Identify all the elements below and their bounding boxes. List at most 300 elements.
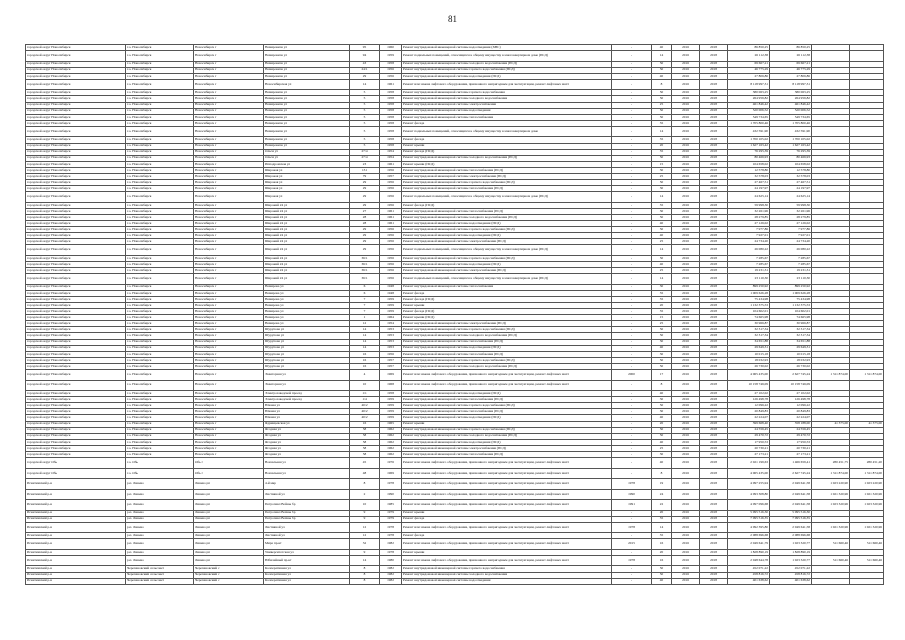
last-repair-cell: - — [612, 421, 652, 427]
municipality-cell: городской округ Новосибирск — [26, 345, 126, 351]
build-year-cell: 1979 — [380, 516, 402, 522]
settlement-cell: г.о. Новосибирск — [126, 208, 194, 214]
start-year-cell: 2016 — [672, 180, 700, 186]
municipality-cell: Искитимский р-н — [26, 539, 126, 550]
street-cell: Кооперативная ул — [264, 566, 350, 572]
fund-cost-cell: 2 049 641,58 — [770, 489, 812, 500]
start-year-cell: 2016 — [672, 79, 700, 90]
settlement-cell: г.о. Новосибирск — [126, 380, 194, 391]
municipality-cell: городской округ Новосибирск — [26, 186, 126, 192]
extra-cost-2-cell: 1 023 220,90 — [850, 479, 884, 490]
settlement-cell: г.о. Новосибирск — [126, 96, 194, 102]
last-repair-cell: - — [612, 274, 652, 285]
extra-cost-1-cell: 1 021 320,96 — [812, 489, 850, 500]
house-cell: 58 — [350, 439, 380, 445]
street-cell: Немировича ул — [264, 73, 350, 79]
street-cell: Немирова ул — [264, 296, 350, 302]
end-year-cell: 2018 — [700, 268, 728, 274]
table-row — [26, 51, 884, 62]
lifetime-cell: 50 — [652, 61, 672, 67]
locality-cell: Новосибирск г — [194, 102, 264, 108]
build-year-cell: 1956 — [380, 73, 402, 79]
municipality-cell: городской округ Новосибирск — [26, 143, 126, 149]
settlement-cell: р.п. Линево — [126, 510, 194, 516]
work-type-cell: Ремонт или замена лифтового оборудования, признанного непригодным для эксплуатации, ремонт лифтовых шахт — [402, 79, 612, 90]
last-repair-cell: - — [612, 268, 652, 274]
municipality-cell: городской округ Новосибирск — [26, 339, 126, 345]
locality-cell: Новосибирск г — [194, 303, 264, 309]
house-cell: 29 — [350, 233, 380, 239]
street-cell: Листвяной ул — [264, 489, 350, 500]
street-cell: Немировича ул — [264, 45, 350, 51]
house-cell: 27/4 — [350, 155, 380, 161]
fund-cost-cell: 74 665,98 — [770, 315, 812, 321]
extra-cost-2-cell: 511 660,46 — [850, 555, 884, 566]
start-year-cell: 2016 — [672, 96, 700, 102]
municipality-cell: городской округ Новосибирск — [26, 284, 126, 290]
end-year-cell: 2018 — [700, 245, 728, 256]
end-year-cell: 2018 — [700, 421, 728, 427]
extra-cost-1-cell — [812, 51, 850, 62]
start-year-cell: 2016 — [672, 533, 700, 539]
build-year-cell: 1956 — [380, 239, 402, 245]
lifetime-cell: 19 — [652, 479, 672, 490]
total-cost-cell: 1 828 890,19 — [728, 549, 770, 555]
table-row — [26, 79, 884, 90]
lifetime-cell: 50 — [652, 90, 672, 96]
street-cell: Широкий 24 ул — [264, 255, 350, 261]
total-cost-cell: 401 638,62 — [728, 578, 770, 584]
work-type-cell: Ремонт крыши — [402, 510, 612, 516]
end-year-cell: 2018 — [700, 522, 728, 533]
last-repair-cell: - — [612, 327, 652, 333]
settlement-cell: г.о. Новосибирск — [126, 245, 194, 256]
fund-cost-cell: 2 049 641,58 — [770, 500, 812, 511]
locality-cell: Новосибирск г — [194, 114, 264, 120]
house-cell: 6 — [350, 284, 380, 290]
house-cell: 10 — [350, 380, 380, 391]
extra-cost-1-cell: 511 660,46 — [812, 539, 850, 550]
work-type-cell: Ремонт фасада — [402, 290, 612, 296]
house-cell: 8 — [350, 578, 380, 584]
start-year-cell: 2016 — [672, 61, 700, 67]
total-cost-cell: 20 730,21 — [728, 445, 770, 451]
municipality-cell: городской округ Новосибирск — [26, 155, 126, 161]
house-cell: 40/2 — [350, 415, 380, 421]
municipality-cell: городской округ Новосибирск — [26, 61, 126, 67]
end-year-cell: 2018 — [700, 296, 728, 302]
end-year-cell: 2018 — [700, 262, 728, 268]
settlement-cell: г.о. Новосибирск — [126, 61, 194, 67]
locality-cell: Новосибирск г — [194, 274, 264, 285]
lifetime-cell: 40 — [652, 578, 672, 584]
settlement-cell: г.о. Новосибирск — [126, 415, 194, 421]
last-repair-cell: - — [612, 403, 652, 409]
work-type-cell: Ремонт подвальных помещений, относящихся к общему имуществу в многоквартирном доме (ПСД) — [402, 245, 612, 256]
fund-cost-cell: 86 850,25 — [770, 45, 812, 51]
municipality-cell: городской округ Новосибирск — [26, 233, 126, 239]
last-repair-cell: - — [612, 51, 652, 62]
build-year-cell: 1957 — [380, 357, 402, 363]
end-year-cell: 2018 — [700, 315, 728, 321]
work-type-cell: Ремонт внутридомовой инженерной системы электроснабжения (ПСД) — [402, 321, 612, 327]
locality-cell: Новосибирск г — [194, 174, 264, 180]
house-cell: 28 — [350, 214, 380, 220]
locality-cell: Черепановский с — [194, 578, 264, 584]
settlement-cell: г.о. Новосибирск — [126, 357, 194, 363]
work-type-cell: Ремонт внутридомовой инженерной системы теплоснабжения — [402, 114, 612, 120]
street-cell: Широкий 24 ул — [264, 239, 350, 245]
municipality-cell: городской округ Новосибирск — [26, 96, 126, 102]
end-year-cell: 2018 — [700, 255, 728, 261]
lifetime-cell: 8 — [652, 380, 672, 391]
start-year-cell: 2016 — [672, 516, 700, 522]
start-year-cell: 2016 — [672, 102, 700, 108]
work-type-cell: Ремонт внутридомовой инженерной системы холодного водоснабжения (ПСД) — [402, 363, 612, 369]
street-cell: Шурупова ул — [264, 345, 350, 351]
locality-cell: Новосибирск г — [194, 239, 264, 245]
lifetime-cell: 30 — [652, 397, 672, 403]
work-type-cell: Ремонт внутридомовой инженерной системы горячего водоснабжения (ПСД) — [402, 427, 612, 433]
end-year-cell: 2018 — [700, 290, 728, 296]
total-cost-cell: 1 009 626,28 — [728, 290, 770, 296]
municipality-cell: Искитимский р-н — [26, 522, 126, 533]
total-cost-cell: 7 285,67 — [728, 262, 770, 268]
start-year-cell: 2016 — [672, 468, 700, 479]
locality-cell: Новосибирск г — [194, 155, 264, 161]
street-cell: Немировича ул — [264, 120, 350, 126]
fund-cost-cell: 7 095 516,35 — [770, 516, 812, 522]
house-cell: 29 — [350, 202, 380, 208]
municipality-cell: городской округ Новосибирск — [26, 403, 126, 409]
house-cell: 1/4 — [350, 397, 380, 403]
fund-cost-cell: 104 602,01 — [770, 309, 812, 315]
municipality-cell: Искитимский р-н — [26, 578, 126, 584]
end-year-cell: 2018 — [700, 96, 728, 102]
fund-cost-cell: 2 088 696,68 — [770, 533, 812, 539]
municipality-cell: городской округ Новосибирск — [26, 192, 126, 203]
street-cell: Немировича ул — [264, 51, 350, 62]
lifetime-cell: 25 — [652, 174, 672, 180]
lifetime-cell: 14 — [652, 522, 672, 533]
last-repair-cell: - — [612, 233, 652, 239]
last-repair-cell: - — [612, 578, 652, 584]
build-year-cell: 1961 — [380, 161, 402, 167]
municipality-cell: Искитимский р-н — [26, 479, 126, 490]
settlement-cell: г.о. Новосибирск — [126, 73, 194, 79]
street-cell: Широкий 24 ул — [264, 268, 350, 274]
municipality-cell: городской округ Новосибирск — [26, 290, 126, 296]
lifetime-cell: 50 — [652, 566, 672, 572]
fund-cost-cell: 28 279,85 — [770, 214, 812, 220]
house-cell: 14 — [350, 555, 380, 566]
end-year-cell: 2018 — [700, 391, 728, 397]
locality-cell: Новосибирск г — [194, 51, 264, 62]
settlement-cell: г.о. Новосибирск — [126, 427, 194, 433]
end-year-cell: 2018 — [700, 303, 728, 309]
lifetime-cell: 50 — [652, 114, 672, 120]
municipality-cell: городской округ Новосибирск — [26, 67, 126, 73]
end-year-cell: 2018 — [700, 468, 728, 479]
house-cell: 6 — [350, 290, 380, 296]
work-type-cell: Ремонт внутридомовой инженерной системы горячего водоснабжения (ПСД) — [402, 180, 612, 186]
start-year-cell: 2016 — [672, 192, 700, 203]
locality-cell: Новосибирск г — [194, 363, 264, 369]
last-repair-cell: - — [612, 284, 652, 290]
build-year-cell: 1956 — [380, 274, 402, 285]
work-type-cell: Ремонт внутридомовой инженерной системы горячего водоснабжения (ПСД) — [402, 357, 612, 363]
work-type-cell: Ремонт крыши — [402, 421, 612, 427]
fund-cost-cell: 27 806,86 — [770, 73, 812, 79]
start-year-cell: 2016 — [672, 345, 700, 351]
work-type-cell: Ремонт внутридомовой инженерной системы водоотведения (ПСД) — [402, 73, 612, 79]
build-year-cell: 1990 — [380, 489, 402, 500]
work-type-cell: Ремонт внутридомовой инженерной системы холодного водоснабжения (ПСД) — [402, 333, 612, 339]
work-type-cell: Ремонт внутридомовой инженерной системы теплоснабжения (ПСД) — [402, 167, 612, 173]
total-cost-cell: 32 317,34 — [728, 333, 770, 339]
work-type-cell: Ремонт внутридомовой инженерной системы водоотведения (ПСД) — [402, 439, 612, 445]
municipality-cell: городской округ Новосибирск — [26, 421, 126, 427]
work-type-cell: Ремонт фасада — [402, 137, 612, 143]
total-cost-cell: 4 097 255,94 — [728, 479, 770, 490]
lifetime-cell: 50 — [652, 255, 672, 261]
end-year-cell: 2018 — [700, 90, 728, 96]
start-year-cell: 2016 — [672, 479, 700, 490]
build-year-cell: 1962 — [380, 433, 402, 439]
municipality-cell: городской округ Новосибирск — [26, 120, 126, 126]
work-type-cell: Ремонт внутридомовой инженерной системы горячего водоснабжения — [402, 90, 612, 96]
start-year-cell: 2016 — [672, 549, 700, 555]
house-cell: 29 — [350, 245, 380, 256]
locality-cell: Новосибирск г — [194, 445, 264, 451]
last-repair-cell: - — [612, 186, 652, 192]
fund-cost-cell: 7 285,67 — [770, 255, 812, 261]
start-year-cell: 2016 — [672, 149, 700, 155]
total-cost-cell: 32 317,34 — [728, 327, 770, 333]
end-year-cell: 2018 — [700, 458, 728, 469]
settlement-cell: р.п. Линево — [126, 479, 194, 490]
total-cost-cell: 17 950,53 — [728, 439, 770, 445]
fund-cost-cell: 5 095 516,30 — [770, 510, 812, 516]
house-cell: 5 — [350, 108, 380, 114]
fund-cost-cell: 80 466,93 — [770, 155, 812, 161]
table-row — [26, 458, 884, 469]
fund-cost-cell: 461 846,42 — [770, 102, 812, 108]
house-cell: 29 — [350, 239, 380, 245]
end-year-cell: 2018 — [700, 202, 728, 208]
municipality-cell: городской округ Новосибирск — [26, 161, 126, 167]
total-cost-cell: 549 734,65 — [728, 114, 770, 120]
total-cost-cell: 4 065 435,00 — [728, 468, 770, 479]
end-year-cell: 2018 — [700, 510, 728, 516]
locality-cell: Новосибирск г — [194, 161, 264, 167]
end-year-cell: 2018 — [700, 500, 728, 511]
fund-cost-cell: 1 700 105,02 — [770, 137, 812, 143]
locality-cell: Новосибирск г — [194, 380, 264, 391]
build-year-cell: 1959 — [380, 403, 402, 409]
fund-cost-cell: 1 009 626,28 — [770, 290, 812, 296]
work-type-cell: Ремонт фасада (ПСД) — [402, 296, 612, 302]
lifetime-cell: 40 — [652, 391, 672, 397]
total-cost-cell: 18 032,93 — [728, 357, 770, 363]
settlement-cell: г.о. Новосибирск — [126, 451, 194, 457]
municipality-cell: городской округ Новосибирск — [26, 102, 126, 108]
last-repair-cell: - — [612, 380, 652, 391]
work-type-cell: Ремонт или замена лифтового оборудования, признанного непригодным для эксплуатации, ремонт лифтовых шахт — [402, 539, 612, 550]
lifetime-cell: 40 — [652, 45, 672, 51]
start-year-cell: 2016 — [672, 321, 700, 327]
fund-cost-cell: 20 849,83 — [770, 409, 812, 415]
end-year-cell: 2018 — [700, 67, 728, 73]
build-year-cell: 1958 — [380, 143, 402, 149]
last-repair-cell: - — [612, 67, 652, 73]
start-year-cell: 2016 — [672, 51, 700, 62]
street-cell: Широкая ул — [264, 174, 350, 180]
street-cell: Экваторная ул — [264, 380, 350, 391]
last-repair-cell: - — [612, 433, 652, 439]
municipality-cell: городской округ Новосибирск — [26, 245, 126, 256]
start-year-cell: 2016 — [672, 489, 700, 500]
table-row — [26, 192, 884, 203]
build-year-cell: 1958 — [380, 120, 402, 126]
total-cost-cell: 2 048 644,78 — [728, 555, 770, 566]
fund-cost-cell: 32 317,34 — [770, 333, 812, 339]
start-year-cell: 2016 — [672, 90, 700, 96]
municipality-cell: городской округ Новосибирск — [26, 149, 126, 155]
house-cell: 29 — [350, 192, 380, 203]
total-cost-cell: 104 602,01 — [728, 309, 770, 315]
end-year-cell: 2018 — [700, 489, 728, 500]
house-cell: 58 — [350, 445, 380, 451]
fund-cost-cell: 899 250,92 — [770, 284, 812, 290]
municipality-cell: городской округ Новосибирск — [26, 433, 126, 439]
work-type-cell: Ремонт подвальных помещений, относящихся к общему имуществу в многоквартирном доме — [402, 126, 612, 137]
settlement-cell: р.п. Линево — [126, 555, 194, 566]
build-year-cell: 1956 — [380, 262, 402, 268]
municipality-cell: городской округ Новосибирск — [26, 51, 126, 62]
fund-cost-cell: 27 467,51 — [770, 180, 812, 186]
fund-cost-cell: 1 132 375,53 — [770, 303, 812, 309]
fund-cost-cell: 1 466 659,41 — [770, 458, 812, 469]
house-cell: 43 — [350, 61, 380, 67]
locality-cell: Новосибирск г — [194, 192, 264, 203]
work-type-cell: Ремонт внутридомовой инженерной системы холодного водоснабжения (ПСД) — [402, 214, 612, 220]
fund-cost-cell: 10 015,18 — [770, 351, 812, 357]
total-cost-cell: 2 088 696,68 — [728, 533, 770, 539]
start-year-cell: 2016 — [672, 161, 700, 167]
last-repair-cell: - — [612, 90, 652, 96]
end-year-cell: 2018 — [700, 572, 728, 578]
street-cell: Ягодная ул — [264, 445, 350, 451]
street-cell: Немировича ул — [264, 102, 350, 108]
street-cell: Ядринцевская ул — [264, 421, 350, 427]
municipality-cell: городской округ Новосибирск — [26, 451, 126, 457]
total-cost-cell: 27 806,86 — [728, 73, 770, 79]
lifetime-cell: 14 — [652, 51, 672, 62]
start-year-cell: 2016 — [672, 500, 700, 511]
total-cost-cell: 76 295,39 — [728, 149, 770, 155]
start-year-cell: 2016 — [672, 539, 700, 550]
lifetime-cell: 15 — [652, 315, 672, 321]
total-cost-cell: 29 649,31 — [728, 345, 770, 351]
build-year-cell: 1953 — [380, 345, 402, 351]
municipality-cell: Искитимский р-н — [26, 566, 126, 572]
total-cost-cell: 380 063,25 — [728, 90, 770, 96]
settlement-cell: Черепановский сельсовет — [126, 566, 194, 572]
last-repair-cell: - — [612, 174, 652, 180]
street-cell: Листвяной ул — [264, 533, 350, 539]
fund-cost-cell: 1 627 163,42 — [770, 143, 812, 149]
lifetime-cell: 20 — [652, 549, 672, 555]
table-row — [26, 489, 884, 500]
municipality-cell: городской округ Новосибирск — [26, 415, 126, 421]
build-year-cell: 1969 — [380, 370, 402, 381]
house-cell: 28 — [350, 221, 380, 227]
municipality-cell: городской округ Новосибирск — [26, 214, 126, 220]
end-year-cell: 2018 — [700, 239, 728, 245]
house-cell: 48 — [350, 468, 380, 479]
last-repair-cell: - — [612, 255, 652, 261]
house-cell: 5 — [350, 96, 380, 102]
lifetime-cell: 50 — [652, 108, 672, 114]
end-year-cell: 2018 — [700, 555, 728, 566]
locality-cell: Черепановский с — [194, 572, 264, 578]
fund-cost-cell: 452 071,22 — [770, 566, 812, 572]
work-type-cell: Ремонт внутридомовой инженерной системы водоотведения (ПСД) — [402, 262, 612, 268]
build-year-cell: 1961 — [380, 214, 402, 220]
fund-cost-cell: 20 730,21 — [770, 445, 812, 451]
locality-cell: Новосибирск г — [194, 227, 264, 233]
fund-cost-cell: 32 578,03 — [770, 174, 812, 180]
last-repair-cell: - — [612, 333, 652, 339]
street-cell: Немировича ул — [264, 143, 350, 149]
end-year-cell: 2018 — [700, 433, 728, 439]
house-cell: 40/2 — [350, 409, 380, 415]
street-cell: 4-й мкр — [264, 479, 350, 490]
work-type-cell: Ремонт внутридомовой инженерной системы холодного водоснабжения — [402, 572, 612, 578]
start-year-cell: 2016 — [672, 572, 700, 578]
work-type-cell: Ремонт внутридомовой инженерной системы электроснабжения — [402, 102, 612, 108]
last-repair-cell: - — [612, 409, 652, 415]
settlement-cell: г.о. Новосибирск — [126, 439, 194, 445]
street-cell: Электрозаводской проезд — [264, 397, 350, 403]
total-cost-cell: 899 250,92 — [728, 284, 770, 290]
end-year-cell: 2018 — [700, 539, 728, 550]
last-repair-cell: - — [612, 572, 652, 578]
build-year-cell: 1956 — [380, 245, 402, 256]
lifetime-cell: 25 — [652, 268, 672, 274]
build-year-cell: 1954 — [380, 149, 402, 155]
start-year-cell: 2016 — [672, 403, 700, 409]
municipality-cell: городской округ Новосибирск — [26, 126, 126, 137]
house-cell: 5 — [350, 126, 380, 137]
locality-cell: Линево рп — [194, 549, 264, 555]
settlement-cell: р.п. Линево — [126, 500, 194, 511]
lifetime-cell: 35 — [652, 149, 672, 155]
build-year-cell: 1961 — [380, 208, 402, 214]
fund-cost-cell: 1 023 320,77 — [770, 539, 812, 550]
last-repair-cell: - — [612, 245, 652, 256]
locality-cell: Новосибирск г — [194, 214, 264, 220]
settlement-cell: г.о. Новосибирск — [126, 255, 194, 261]
house-cell: 5 — [350, 102, 380, 108]
last-repair-cell: - — [612, 315, 652, 321]
end-year-cell: 2018 — [700, 397, 728, 403]
total-cost-cell: 1 705 800,46 — [728, 120, 770, 126]
street-cell: Шурупова ул — [264, 351, 350, 357]
fund-cost-cell: 27 102,02 — [770, 391, 812, 397]
last-repair-cell: - — [612, 357, 652, 363]
